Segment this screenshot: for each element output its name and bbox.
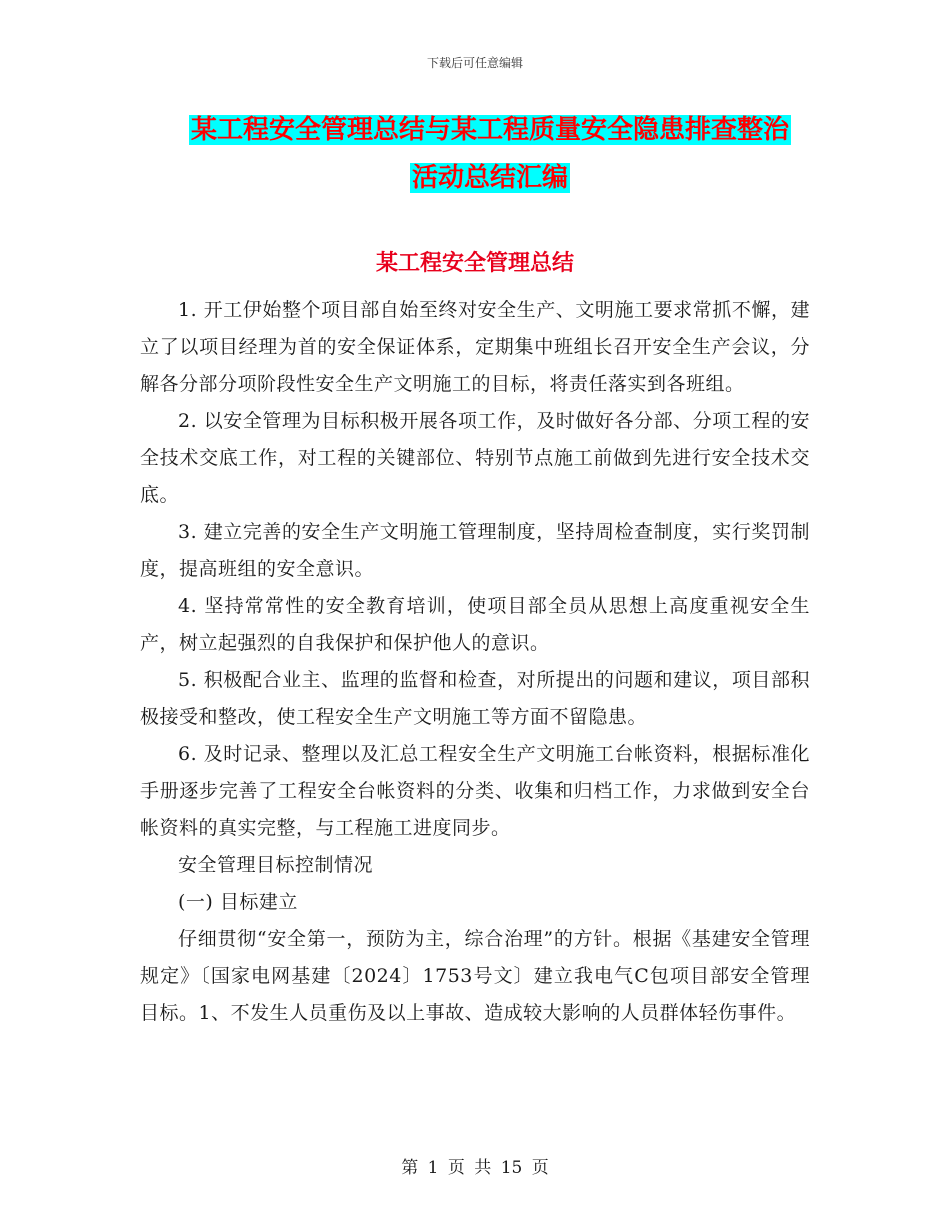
document-title-line-1: 某工程安全管理总结与某工程质量安全隐患排查整治 — [190, 115, 789, 145]
subheading-target-setup: (一) 目标建立 — [178, 891, 298, 913]
section-title: 某工程安全管理总结 — [375, 251, 574, 276]
paragraph-4: 4. 坚持常常性的安全教育培训，使项目部全员从思想上高度重视安全生产，树立起强烈的自我保护和保护他人的意识。 — [140, 595, 810, 654]
paragraph-5: 5. 积极配合业主、监理的监督和检查，对所提出的问题和建议，项目部积极接受和整改，使工程安全生产文明施工等方面不留隐患。 — [140, 669, 810, 728]
document-body — [140, 292, 810, 1032]
paragraph-1: 1. 开工伊始整个项目部自始至终对安全生产、文明施工要求常抓不懈，建立了以项目经理为首的安全保证体系，定期集中班组长召开安全生产会议，分解各分部分项阶段性安全生产文明施工的目标，将责任落实到各班组。 — [140, 299, 810, 395]
subheading-target-control: 安全管理目标控制情况 — [178, 854, 374, 876]
document-title-line-2: 活动总结汇编 — [411, 163, 568, 193]
document-title — [140, 106, 840, 202]
paragraph-6: 6. 及时记录、整理以及汇总工程安全生产文明施工台帐资料，根据标准化手册逐步完善了工程安全台帐资料的分类、收集和归档工作，力求做到安全台帐资料的真实完整，与工程施工进度同步。 — [140, 743, 810, 839]
paragraph-3: 3. 建立完善的安全生产文明施工管理制度，坚持周检查制度，实行奖罚制度，提高班组的安全意识。 — [140, 521, 810, 580]
header-note: 下载后可任意编辑 — [426, 56, 523, 70]
page-footer: 第 1 页 共 15 页 — [401, 1158, 549, 1178]
paragraph-2: 2. 以安全管理为目标积极开展各项工作，及时做好各分部、分项工程的安全技术交底工作，对工程的关键部位、特别节点施工前做到先进行安全技术交底。 — [140, 410, 810, 506]
paragraph-7: 仔细贯彻“安全第一，预防为主，综合治理”的方针。根据《基建安全管理规定》〔国家电网基建〔2024〕1753号文〕建立我电气C包项目部安全管理目标。1、不发生人员重伤及以上事故、造成较大影响的人员群体轻伤事件。 — [140, 928, 810, 1024]
